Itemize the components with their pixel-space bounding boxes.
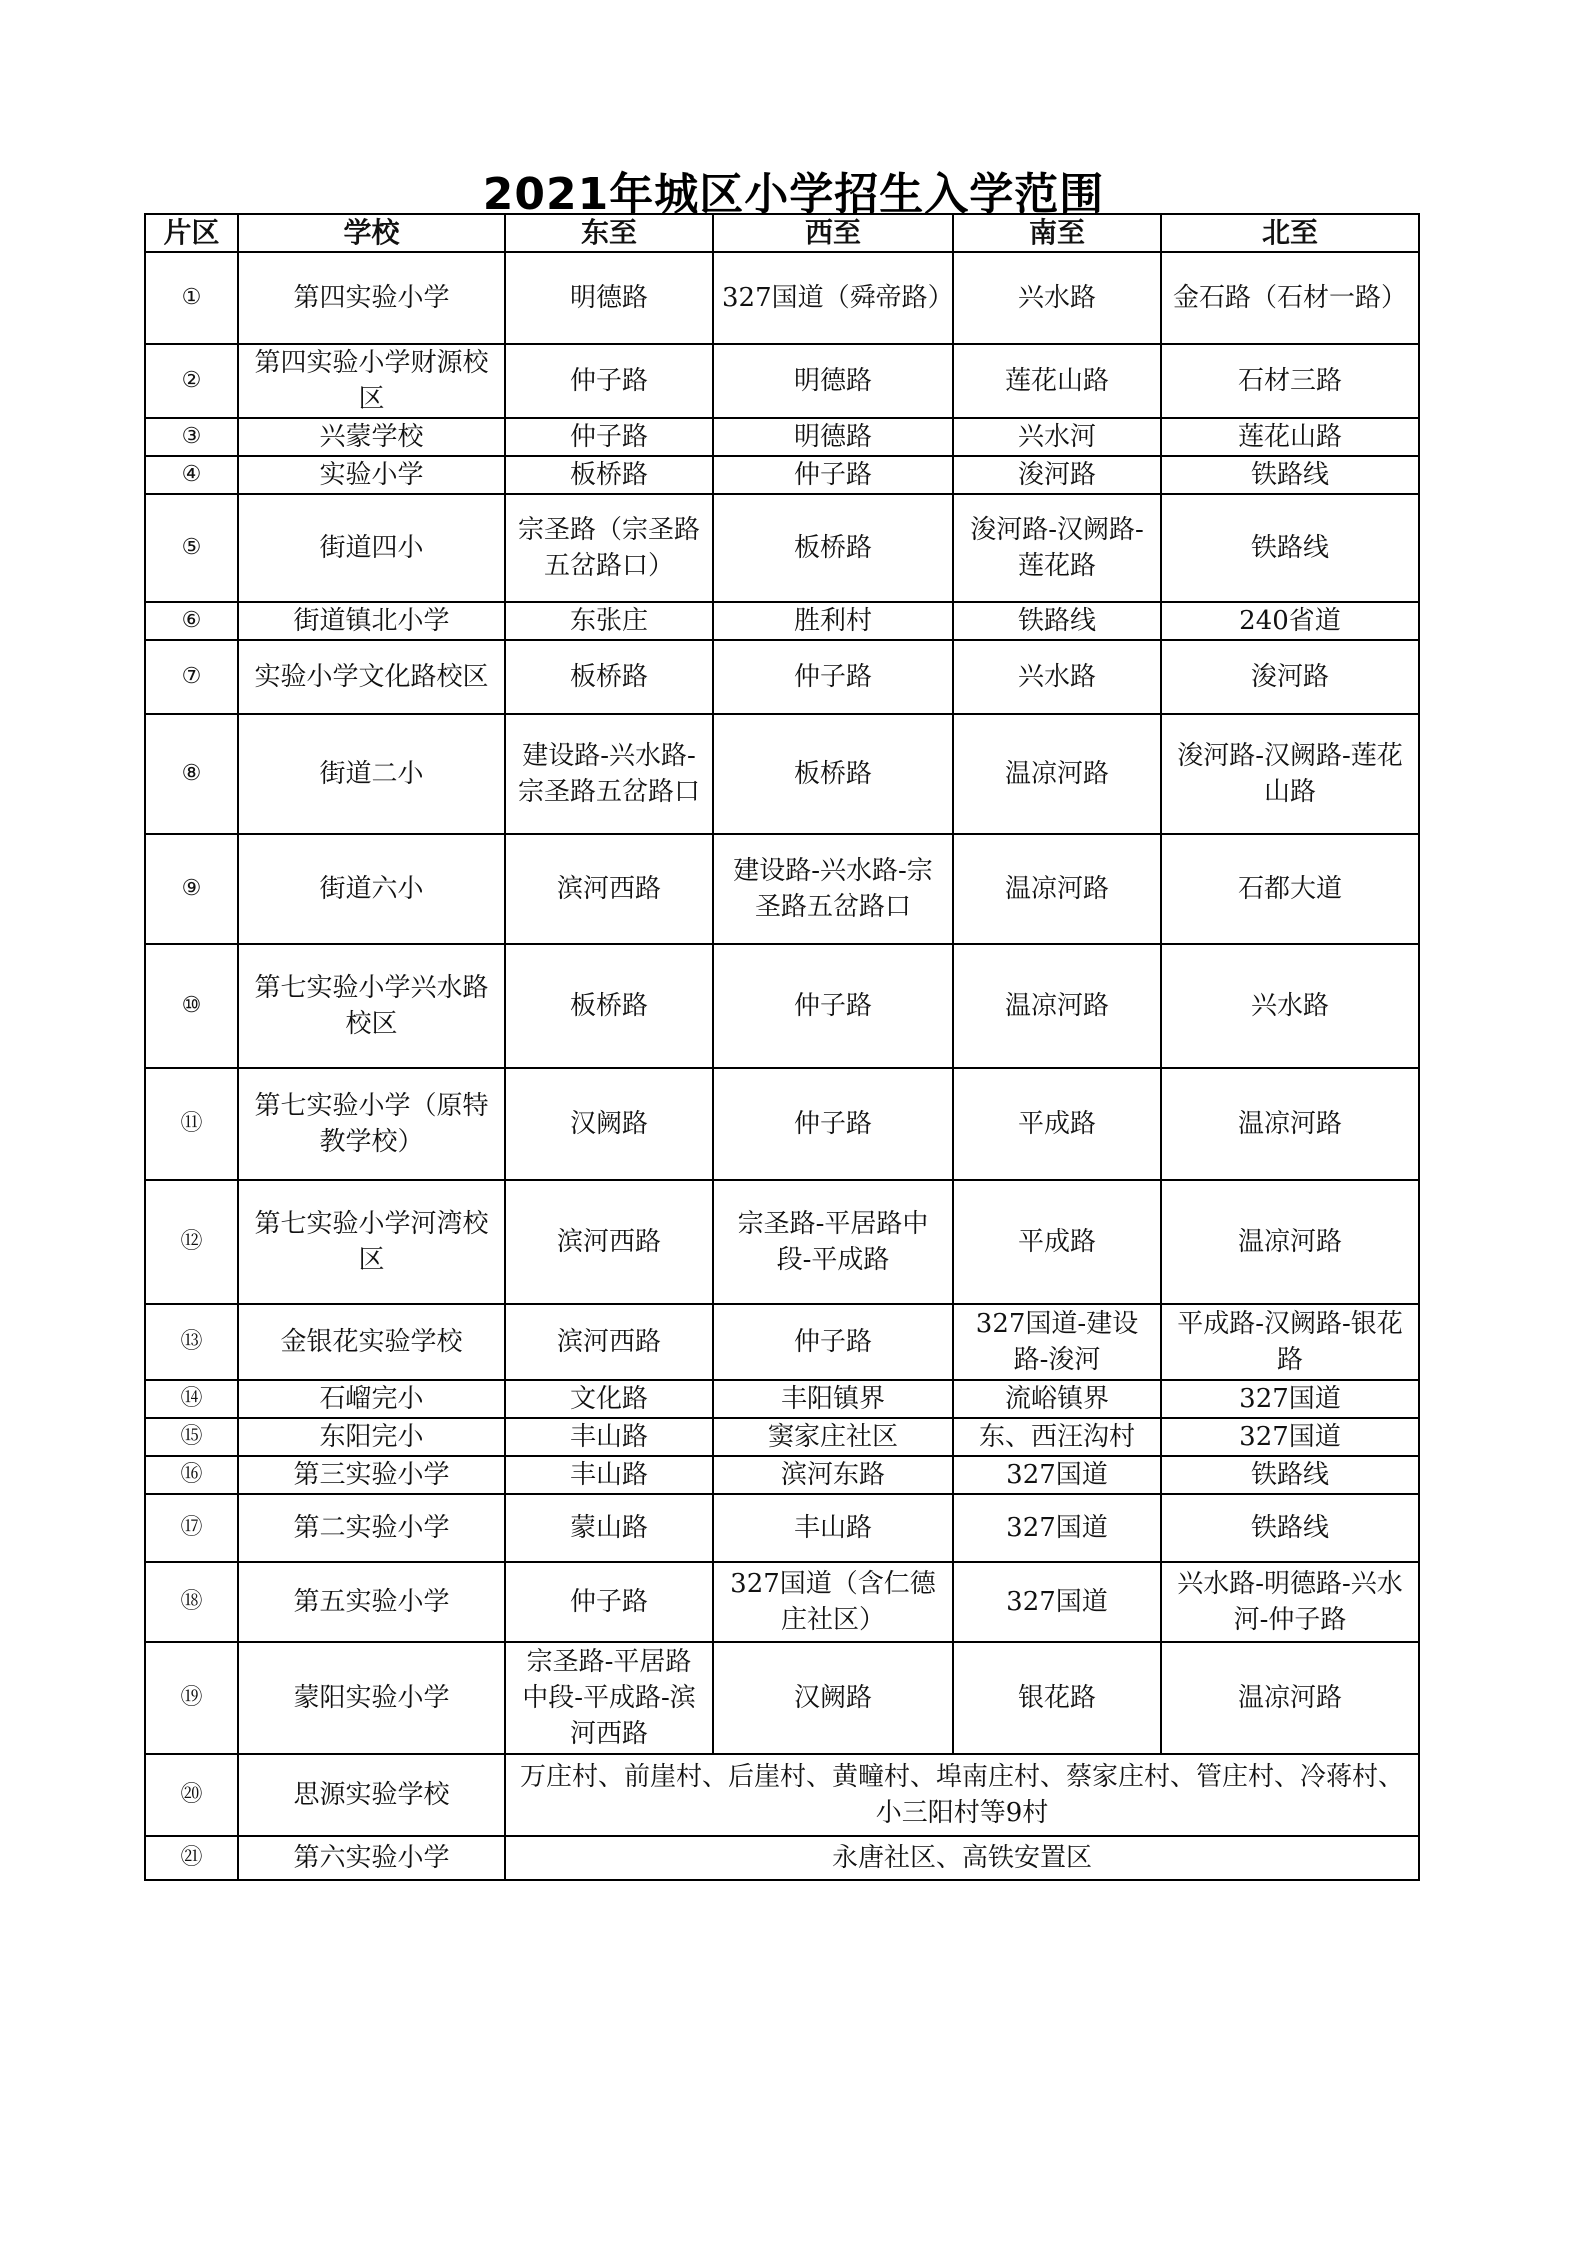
west-boundary: 宗圣路-平居路中段-平成路 <box>713 1180 953 1304</box>
north-boundary: 平成路-汉阙路-银花路 <box>1161 1304 1419 1380</box>
west-boundary: 滨河东路 <box>713 1456 953 1494</box>
north-boundary: 铁路线 <box>1161 1456 1419 1494</box>
school-name: 实验小学 <box>238 456 505 494</box>
east-boundary: 丰山路 <box>505 1418 713 1456</box>
south-boundary: 兴水路 <box>953 252 1161 344</box>
west-boundary: 建设路-兴水路-宗圣路五岔路口 <box>713 834 953 944</box>
enrollment-scope: 万庄村、前崖村、后崖村、黄疃村、埠南庄村、蔡家庄村、管庄村、冷蒋村、小三阳村等9村 <box>505 1754 1419 1836</box>
south-boundary: 东、西汪沟村 <box>953 1418 1161 1456</box>
east-boundary: 滨河西路 <box>505 834 713 944</box>
south-boundary: 平成路 <box>953 1068 1161 1180</box>
north-boundary: 铁路线 <box>1161 494 1419 602</box>
north-boundary: 温凉河路 <box>1161 1068 1419 1180</box>
south-boundary: 银花路 <box>953 1642 1161 1754</box>
south-boundary: 温凉河路 <box>953 834 1161 944</box>
north-boundary: 浚河路 <box>1161 640 1419 714</box>
north-boundary: 兴水路-明德路-兴水河-仲子路 <box>1161 1562 1419 1642</box>
enrollment-scope: 永唐社区、高铁安置区 <box>505 1836 1419 1880</box>
west-boundary: 板桥路 <box>713 494 953 602</box>
district-number: ⑭ <box>145 1380 238 1418</box>
east-boundary: 丰山路 <box>505 1456 713 1494</box>
school-name: 思源实验学校 <box>238 1754 505 1836</box>
east-boundary: 文化路 <box>505 1380 713 1418</box>
school-name: 第七实验小学河湾校区 <box>238 1180 505 1304</box>
district-number: ⑥ <box>145 602 238 640</box>
west-boundary: 板桥路 <box>713 714 953 834</box>
school-name: 兴蒙学校 <box>238 418 505 456</box>
school-name: 街道六小 <box>238 834 505 944</box>
north-boundary: 铁路线 <box>1161 1494 1419 1562</box>
district-number: ④ <box>145 456 238 494</box>
table-row <box>145 1836 1419 1880</box>
north-boundary: 温凉河路 <box>1161 1180 1419 1304</box>
east-boundary: 仲子路 <box>505 418 713 456</box>
table-row <box>145 252 1419 344</box>
district-number: ㉑ <box>145 1836 238 1880</box>
west-boundary: 仲子路 <box>713 1068 953 1180</box>
north-boundary: 240省道 <box>1161 602 1419 640</box>
east-boundary: 汉阙路 <box>505 1068 713 1180</box>
table-row <box>145 344 1419 418</box>
south-boundary: 温凉河路 <box>953 944 1161 1068</box>
south-boundary: 流峪镇界 <box>953 1380 1161 1418</box>
table-row <box>145 640 1419 714</box>
school-name: 第四实验小学 <box>238 252 505 344</box>
west-boundary: 明德路 <box>713 344 953 418</box>
east-boundary: 板桥路 <box>505 456 713 494</box>
district-number: ⑬ <box>145 1304 238 1380</box>
table-row <box>145 602 1419 640</box>
table-row <box>145 1456 1419 1494</box>
table-row <box>145 1180 1419 1304</box>
table-row <box>145 714 1419 834</box>
west-boundary: 胜利村 <box>713 602 953 640</box>
east-boundary: 明德路 <box>505 252 713 344</box>
header-north: 北至 <box>1161 214 1419 252</box>
table-row <box>145 834 1419 944</box>
district-number: ⑳ <box>145 1754 238 1836</box>
north-boundary: 327国道 <box>1161 1418 1419 1456</box>
table-row <box>145 1494 1419 1562</box>
table-row <box>145 494 1419 602</box>
west-boundary: 仲子路 <box>713 944 953 1068</box>
school-name: 实验小学文化路校区 <box>238 640 505 714</box>
table-row <box>145 1754 1419 1836</box>
table-row <box>145 1418 1419 1456</box>
table-row <box>145 1380 1419 1418</box>
table-header-row <box>145 214 1419 252</box>
west-boundary: 明德路 <box>713 418 953 456</box>
header-south: 南至 <box>953 214 1161 252</box>
north-boundary: 327国道 <box>1161 1380 1419 1418</box>
east-boundary: 仲子路 <box>505 344 713 418</box>
school-name: 第五实验小学 <box>238 1562 505 1642</box>
south-boundary: 327国道 <box>953 1456 1161 1494</box>
west-boundary: 仲子路 <box>713 456 953 494</box>
district-number: ⑲ <box>145 1642 238 1754</box>
west-boundary: 327国道（含仁德庄社区） <box>713 1562 953 1642</box>
district-number: ⑯ <box>145 1456 238 1494</box>
school-name: 第二实验小学 <box>238 1494 505 1562</box>
east-boundary: 东张庄 <box>505 602 713 640</box>
south-boundary: 327国道-建设路-浚河 <box>953 1304 1161 1380</box>
school-name: 第四实验小学财源校区 <box>238 344 505 418</box>
school-name: 第七实验小学（原特教学校） <box>238 1068 505 1180</box>
north-boundary: 浚河路-汉阙路-莲花山路 <box>1161 714 1419 834</box>
east-boundary: 滨河西路 <box>505 1180 713 1304</box>
south-boundary: 327国道 <box>953 1494 1161 1562</box>
north-boundary: 石都大道 <box>1161 834 1419 944</box>
table-row <box>145 1642 1419 1754</box>
north-boundary: 石材三路 <box>1161 344 1419 418</box>
table-row <box>145 944 1419 1068</box>
east-boundary: 宗圣路-平居路中段-平成路-滨河西路 <box>505 1642 713 1754</box>
school-name: 蒙阳实验小学 <box>238 1642 505 1754</box>
district-number: ② <box>145 344 238 418</box>
south-boundary: 浚河路 <box>953 456 1161 494</box>
east-boundary: 板桥路 <box>505 640 713 714</box>
east-boundary: 板桥路 <box>505 944 713 1068</box>
east-boundary: 宗圣路（宗圣路五岔路口） <box>505 494 713 602</box>
east-boundary: 建设路-兴水路-宗圣路五岔路口 <box>505 714 713 834</box>
south-boundary: 铁路线 <box>953 602 1161 640</box>
east-boundary: 蒙山路 <box>505 1494 713 1562</box>
north-boundary: 温凉河路 <box>1161 1642 1419 1754</box>
school-name: 石嵧完小 <box>238 1380 505 1418</box>
south-boundary: 平成路 <box>953 1180 1161 1304</box>
header-west: 西至 <box>713 214 953 252</box>
header-school: 学校 <box>238 214 505 252</box>
school-name: 金银花实验学校 <box>238 1304 505 1380</box>
district-number: ⑪ <box>145 1068 238 1180</box>
school-name: 街道二小 <box>238 714 505 834</box>
west-boundary: 丰阳镇界 <box>713 1380 953 1418</box>
school-name: 第六实验小学 <box>238 1836 505 1880</box>
south-boundary: 温凉河路 <box>953 714 1161 834</box>
table-row <box>145 1562 1419 1642</box>
district-number: ⑨ <box>145 834 238 944</box>
north-boundary: 兴水路 <box>1161 944 1419 1068</box>
west-boundary: 汉阙路 <box>713 1642 953 1754</box>
south-boundary: 327国道 <box>953 1562 1161 1642</box>
district-number: ⑮ <box>145 1418 238 1456</box>
west-boundary: 窦家庄社区 <box>713 1418 953 1456</box>
district-number: ③ <box>145 418 238 456</box>
header-district: 片区 <box>145 214 238 252</box>
district-number: ⑤ <box>145 494 238 602</box>
district-number: ⑫ <box>145 1180 238 1304</box>
east-boundary: 仲子路 <box>505 1562 713 1642</box>
west-boundary: 仲子路 <box>713 1304 953 1380</box>
table-row <box>145 1068 1419 1180</box>
north-boundary: 铁路线 <box>1161 456 1419 494</box>
school-name: 街道镇北小学 <box>238 602 505 640</box>
west-boundary: 仲子路 <box>713 640 953 714</box>
school-name: 第三实验小学 <box>238 1456 505 1494</box>
table-row <box>145 418 1419 456</box>
district-number: ⑰ <box>145 1494 238 1562</box>
district-number: ① <box>145 252 238 344</box>
enrollment-scope-table <box>144 213 1420 1881</box>
north-boundary: 金石路（石材一路） <box>1161 252 1419 344</box>
south-boundary: 兴水路 <box>953 640 1161 714</box>
west-boundary: 丰山路 <box>713 1494 953 1562</box>
south-boundary: 兴水河 <box>953 418 1161 456</box>
table-row <box>145 1304 1419 1380</box>
district-number: ⑩ <box>145 944 238 1068</box>
south-boundary: 莲花山路 <box>953 344 1161 418</box>
district-number: ⑧ <box>145 714 238 834</box>
west-boundary: 327国道（舜帝路） <box>713 252 953 344</box>
table-row <box>145 456 1419 494</box>
north-boundary: 莲花山路 <box>1161 418 1419 456</box>
school-name: 东阳完小 <box>238 1418 505 1456</box>
school-name: 第七实验小学兴水路校区 <box>238 944 505 1068</box>
east-boundary: 滨河西路 <box>505 1304 713 1380</box>
page-title: 2021年城区小学招生入学范围 <box>482 169 1105 220</box>
south-boundary: 浚河路-汉阙路-莲花路 <box>953 494 1161 602</box>
district-number: ⑱ <box>145 1562 238 1642</box>
district-number: ⑦ <box>145 640 238 714</box>
header-east: 东至 <box>505 214 713 252</box>
school-name: 街道四小 <box>238 494 505 602</box>
